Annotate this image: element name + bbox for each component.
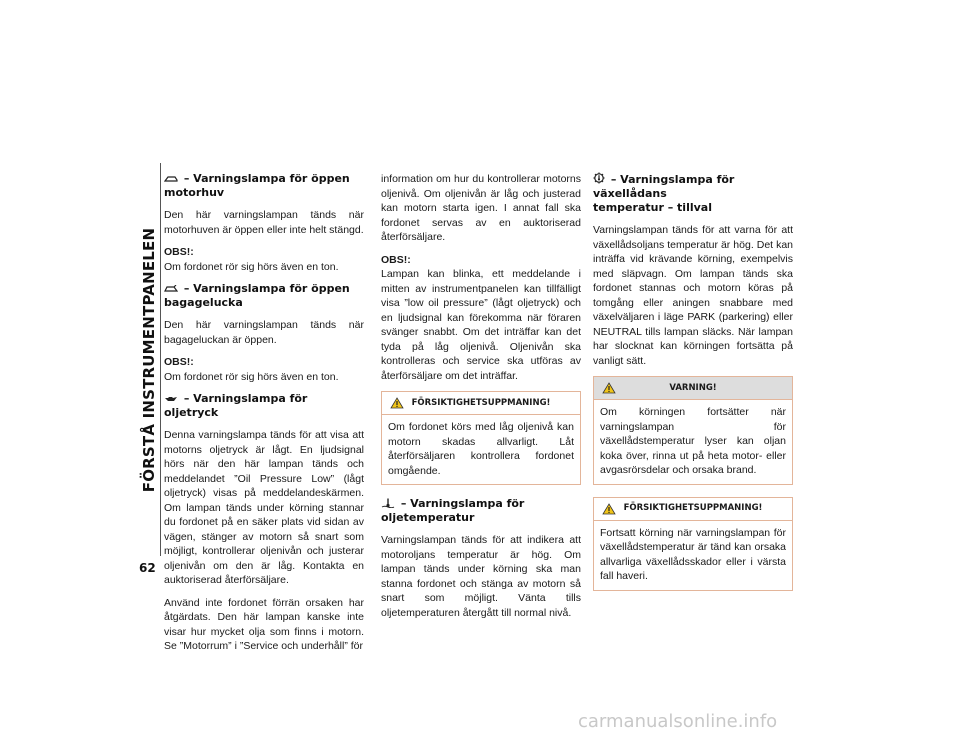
- oil-pressure-continued: information om hur du kontrollerar motorns oljenivå. Om oljenivån är låg och justerad kan motorn starta igen. I annat fall ska fordonet servas av en auktoriserad återförsäljare.: [381, 173, 581, 243]
- oil-temperature-text: Varningslampan tänds för att indikera att motoroljans temperatur är hög. Om lampan tänds under körning ska man stanna fordonet och stänga av motorn så snart som möjligt. Vänta tills oljetemperaturen återgått till normal nivå.: [381, 534, 581, 619]
- hood-warning-text: Den här varningslampan tänds när motorhuven är öppen eller inte helt stängd.: [164, 209, 364, 236]
- oil-caution-header: FÖRSIKTIGHETSUPPMANING!: [382, 392, 580, 415]
- transmission-warning-box: [593, 376, 793, 485]
- transmission-warning-text: Om körningen fortsätter när varningslampan för växellådstemperatur lyser kan oljan koka över, rinna ut på heta motor- eller avgasrörsdelar och orsaka brand.: [600, 406, 786, 476]
- oil-pressure-text-2: Använd inte fordonet förrän orsaken har åtgärdats. Den här lampan kanske inte visar hur mycket olja som finns i motorn. Se ”Motorrum” i ”Service och underhåll” för: [164, 596, 364, 652]
- caution-triangle-icon: [602, 503, 616, 515]
- column-2: [381, 172, 581, 628]
- hood-open-icon: [164, 175, 178, 183]
- oil-pressure-note: OBS!: Lampan kan blinka, ett meddelande i mitten av instrumentpanelen kan tillfälligt visa ”low oil pressure” (lågt oljetryck) och en ljudsignal kan förekomma när föraren svänger snabbt. Om det inträffar kan det tyda på låg oljenivå. Oljenivån ska kontrolleras och service ska utföras av återförsäljare om det inträffar.: [381, 253, 581, 382]
- trunk-open-icon: [164, 285, 178, 293]
- oil-pressure-text: Denna varningslampa tänds för att visa att motorns oljetryck är lågt. En ljudsignal hörs när den här lampan tänds och meddelandet ”Oil Pressure Low” (lågt oljetryck) visas på meddelandeskärmen. Om lampan tänds under körning stannar du fordonet på en säker plats vid sidan av vägen, stänger av motorn så snart som möjligt, kontrollerar oljenivån och justerar oljenivån om den är låg. Kontakta en auktoriserad återförsäljare.: [164, 429, 364, 586]
- caution-triangle-icon: [390, 397, 404, 409]
- transmission-temperature-icon: [593, 172, 605, 184]
- transmission-caution-box: [593, 497, 793, 591]
- watermark: carmanualsonline.info: [578, 711, 778, 732]
- oil-temperature-icon: [381, 498, 395, 508]
- hood-warning-heading: – Varningslampa för öppen motorhuv: [164, 172, 350, 199]
- hood-note: OBS!: Om fordonet rör sig hörs även en ton.: [164, 246, 339, 273]
- transmission-temperature-heading: – Varningslampa för växellådans temperatur – tillval: [593, 173, 735, 214]
- trunk-note: OBS!: Om fordonet rör sig hörs även en ton.: [164, 356, 339, 383]
- oil-caution-text: Om fordonet körs med låg oljenivå kan motorn skadas allvarligt. Låt återförsäljaren kontrollera fordonet omgående.: [388, 421, 574, 477]
- page-number: 62: [139, 561, 156, 575]
- oil-can-icon: [164, 395, 178, 403]
- transmission-temperature-text: Varningslampan tänds för att varna för att växellådsoljans temperatur är hög. Det kan inträffa vid krävande körning, exempelvis med släpvagn. Om lampan tänds ska fordonet stannas och motorn köras på tomgång eller aningen snabbare med växelväljaren i läge PARK (parkering) eller NEUTRAL tills lampan släcks. När lampan har slocknat kan körningen fortsätta på vanligt sätt.: [593, 224, 793, 367]
- column-1: [164, 172, 364, 654]
- oil-temperature-heading: – Varningslampa för oljetemperatur: [381, 497, 525, 524]
- trunk-warning-heading: – Varningslampa för öppen bagagelucka: [164, 282, 350, 309]
- oil-pressure-heading: – Varningslampa för oljetryck: [164, 392, 308, 419]
- trunk-warning-text: Den här varningslampan tänds när bagageluckan är öppen.: [164, 319, 364, 346]
- side-chapter-title: FÖRSTÅ INSTRUMENTPANELEN: [140, 227, 158, 493]
- transmission-caution-text: Fortsatt körning när varningslampan för växellådstemperatur är tänd kan orsaka allvarliga växellådsskador eller i värsta fall haveri.: [600, 526, 786, 582]
- transmission-caution-header: FÖRSIKTIGHETSUPPMANING!: [594, 498, 792, 521]
- margin-rule: [160, 163, 161, 556]
- oil-caution-box: [381, 391, 581, 485]
- column-3: [593, 172, 793, 603]
- transmission-warning-header: VARNING!: [594, 377, 792, 400]
- caution-triangle-icon: [602, 382, 616, 394]
